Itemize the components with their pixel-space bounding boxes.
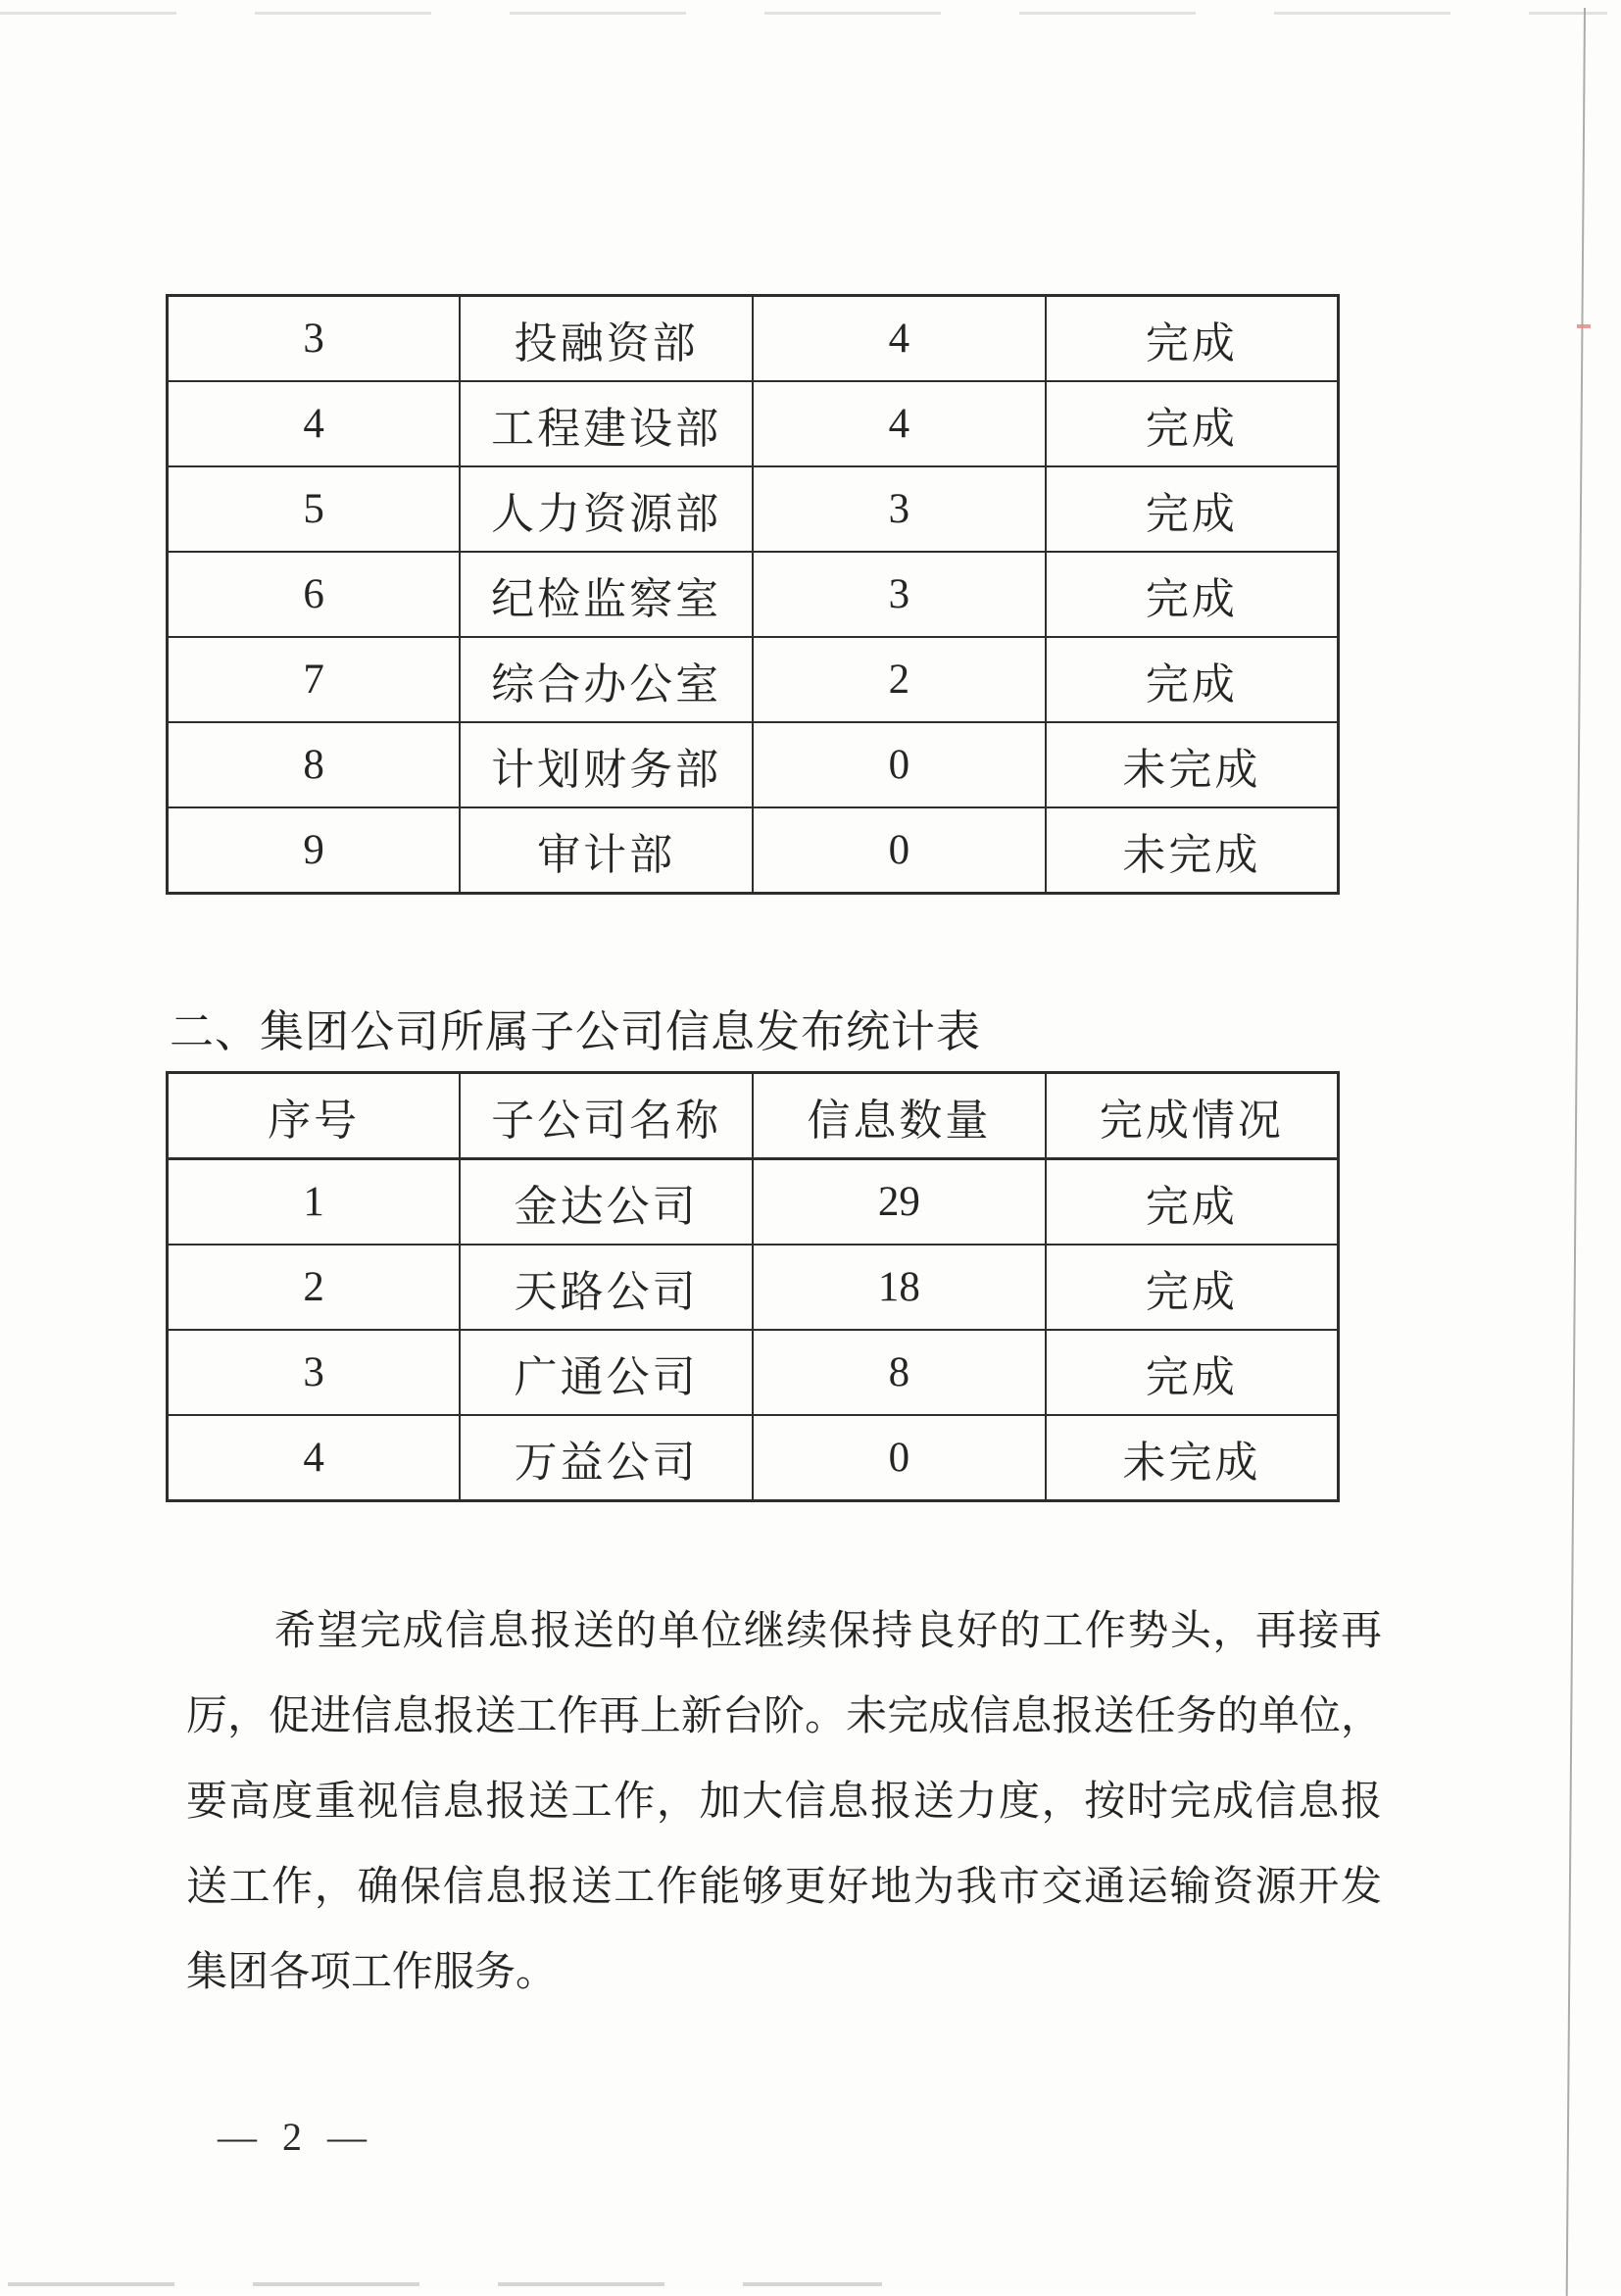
header-count: 信息数量 (753, 1073, 1046, 1159)
count-cell: 4 (753, 381, 1046, 466)
count-cell: 3 (753, 552, 1046, 637)
seq-cell: 4 (168, 381, 461, 466)
count-cell: 3 (753, 466, 1046, 552)
seq-cell: 6 (168, 552, 461, 637)
dept-name-cell: 综合办公室 (460, 637, 753, 722)
status-cell: 完成 (1046, 466, 1339, 552)
count-cell: 0 (753, 1415, 1046, 1501)
paragraph-line: 集团各项工作服务。 (186, 1950, 558, 1995)
subsidiary-name-cell: 广通公司 (460, 1330, 753, 1415)
count-cell: 0 (753, 722, 1046, 807)
paragraph-line: 送工作，确保信息报送工作能够更好地为我市交通运输资源开发 (186, 1865, 1382, 1910)
subsidiary-name-cell: 金达公司 (460, 1159, 753, 1246)
table-row (168, 552, 1339, 637)
header-seq: 序号 (168, 1073, 461, 1159)
status-cell: 完成 (1046, 381, 1339, 466)
table-row (168, 807, 1339, 894)
table-header-row (168, 1073, 1339, 1159)
dept-name-cell: 审计部 (460, 807, 753, 894)
table-row (168, 722, 1339, 807)
status-cell: 完成 (1046, 552, 1339, 637)
section-heading: 二、集团公司所属子公司信息发布统计表 (170, 1007, 982, 1056)
seq-cell: 5 (168, 466, 461, 552)
paragraph-line: 希望完成信息报送的单位继续保持良好的工作势头，再接再 (274, 1609, 1382, 1654)
count-cell: 29 (753, 1159, 1046, 1246)
count-cell: 8 (753, 1330, 1046, 1415)
paragraph-line: 要高度重视信息报送工作，加大信息报送力度，按时完成信息报 (186, 1780, 1382, 1825)
page-number: — 2 — (218, 2115, 374, 2159)
table-row (168, 296, 1339, 382)
count-cell: 4 (753, 296, 1046, 382)
dept-name-cell: 投融资部 (460, 296, 753, 382)
table-row (168, 1245, 1339, 1330)
subsidiaries-statistics-table (166, 1071, 1340, 1502)
header-status: 完成情况 (1046, 1073, 1339, 1159)
seq-cell: 1 (168, 1159, 461, 1246)
status-cell: 未完成 (1046, 1415, 1339, 1501)
table-row (168, 381, 1339, 466)
dept-name-cell: 计划财务部 (460, 722, 753, 807)
count-cell: 0 (753, 807, 1046, 894)
table-row (168, 637, 1339, 722)
status-cell: 未完成 (1046, 807, 1339, 894)
status-cell: 完成 (1046, 1159, 1339, 1246)
seq-cell: 4 (168, 1415, 461, 1501)
seq-cell: 7 (168, 637, 461, 722)
dept-name-cell: 人力资源部 (460, 466, 753, 552)
status-cell: 完成 (1046, 1330, 1339, 1415)
body-paragraph (186, 1589, 1382, 2016)
subsidiary-name-cell: 万益公司 (460, 1415, 753, 1501)
status-cell: 完成 (1046, 296, 1339, 382)
status-cell: 完成 (1046, 1245, 1339, 1330)
scan-artifact-vertical-line (1566, 8, 1586, 2296)
seq-cell: 2 (168, 1245, 461, 1330)
seq-cell: 9 (168, 807, 461, 894)
table-row (168, 1330, 1339, 1415)
paragraph-line: 厉，促进信息报送工作再上新台阶。未完成信息报送任务的单位， (186, 1694, 1382, 1739)
count-cell: 2 (753, 637, 1046, 722)
scan-artifact-red-tick (1577, 324, 1591, 328)
scan-artifact-top-edge (0, 12, 1607, 15)
departments-statistics-table (166, 294, 1340, 895)
dept-name-cell: 工程建设部 (460, 381, 753, 466)
count-cell: 18 (753, 1245, 1046, 1330)
subsidiary-name-cell: 天路公司 (460, 1245, 753, 1330)
seq-cell: 8 (168, 722, 461, 807)
table-row (168, 1159, 1339, 1246)
table-row (168, 466, 1339, 552)
status-cell: 完成 (1046, 637, 1339, 722)
dept-name-cell: 纪检监察室 (460, 552, 753, 637)
table-row (168, 1415, 1339, 1501)
header-name: 子公司名称 (460, 1073, 753, 1159)
seq-cell: 3 (168, 296, 461, 382)
scan-artifact-bottom-smudge (8, 2282, 882, 2286)
seq-cell: 3 (168, 1330, 461, 1415)
status-cell: 未完成 (1046, 722, 1339, 807)
